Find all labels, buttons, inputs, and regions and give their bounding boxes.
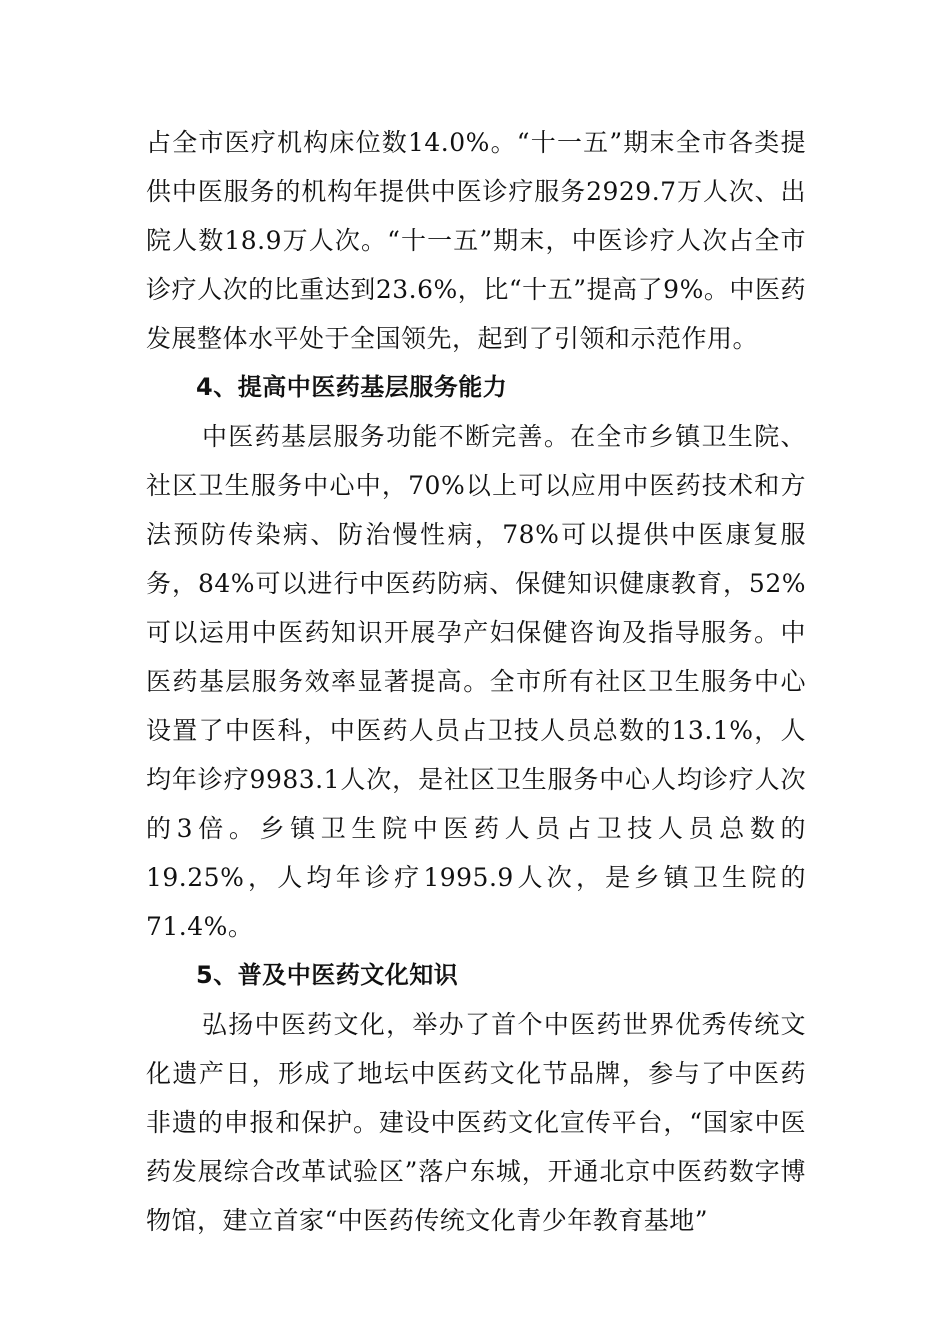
paragraph-culture-promotion: 弘扬中医药文化，举办了首个中医药世界优秀传统文化遗产日，形成了地坛中医药文化节品牌，参与了中医药非遗的申报和保护。建设中医药文化宣传平台，“国家中医药发展综合改革试验区”落户东城，开通北京中医药数字博物馆，建立首家“中医药传统文化青少年教育基地” bbox=[146, 1010, 806, 1235]
paragraph-bed-statistics: 占全市医疗机构床位数14.0%。“十一五”期末全市各类提供中医服务的机构年提供中医诊疗服务2929.7万人次、出院人数18.9万人次。“十一五”期末，中医诊疗人次占全市诊疗人次的比重达到23.6%，比“十五”提高了9%。中医药发展整体水平处于全国领先，起到了引领和示范作用。 bbox=[146, 128, 806, 353]
section-heading-4: 4、提高中医药基层服务能力 bbox=[196, 373, 508, 401]
document-body bbox=[146, 118, 806, 1245]
paragraph-grassroots-services: 中医药基层服务功能不断完善。在全市乡镇卫生院、社区卫生服务中心中，70%以上可以应用中医药技术和方法预防传染病、防治慢性病，78%可以提供中医康复服务，84%可以进行中医药防病、保健知识健康教育，52%可以运用中医药知识开展孕产妇保健咨询及指导服务。中医药基层服务效率显著提高。全市所有社区卫生服务中心设置了中医科，中医药人员占卫技人员总数的13.1%，人均年诊疗9983.1人次，是社区卫生服务中心人均诊疗人次的3倍。乡镇卫生院中医药人员占卫技人员总数的19.25%，人均年诊疗1995.9人次，是乡镇卫生院的71.4%。 bbox=[146, 422, 806, 941]
section-heading-5: 5、普及中医药文化知识 bbox=[196, 961, 459, 989]
